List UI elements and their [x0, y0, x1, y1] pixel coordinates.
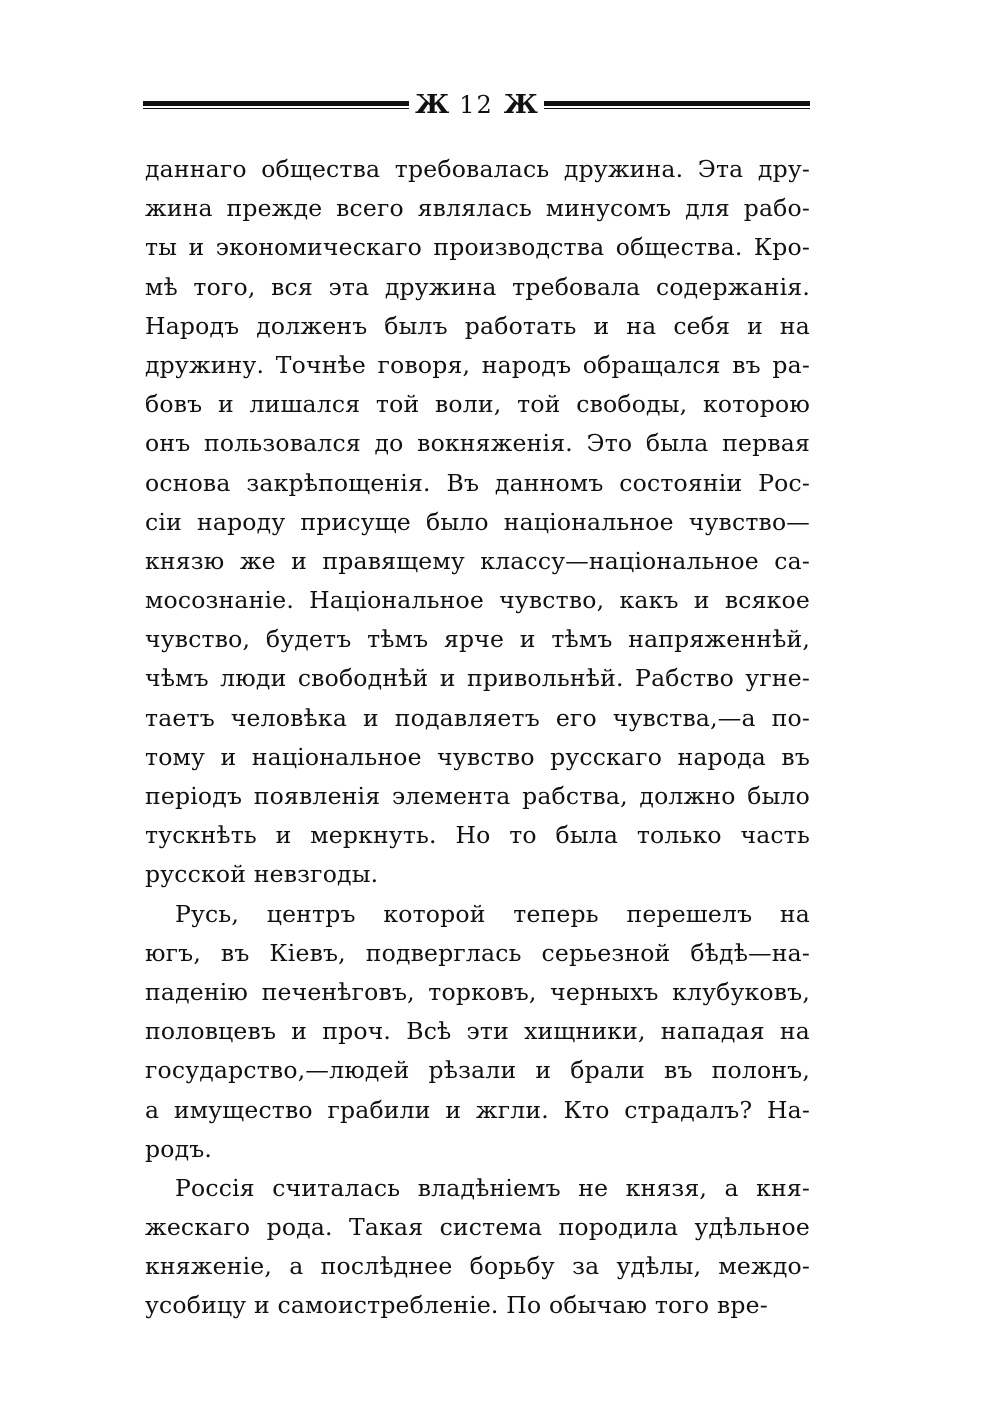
text-line: Народъ долженъ былъ работать и на себя и на — [145, 311, 810, 340]
paragraph — [145, 150, 810, 895]
text-line: сіи народу присуще было національное чувство— — [145, 507, 810, 536]
text-line: основа закрѣпощенія. Въ данномъ состояніи Рос- — [145, 468, 810, 497]
header-rule-left — [143, 101, 409, 110]
page-number: 12 — [459, 91, 494, 119]
text-line: а имущество грабили и жгли. Кто страдалъ? На- — [145, 1095, 810, 1124]
text-line: усобицу и самоистребленіе. По обычаю того вре- — [145, 1291, 768, 1320]
paragraph — [145, 1169, 810, 1326]
text-line: жина прежде всего являлась минусомъ для рабо- — [145, 194, 810, 223]
body-text — [145, 150, 810, 1326]
text-line: жескаго рода. Такая система породила удѣльное — [145, 1213, 810, 1242]
text-line: чѣмъ люди свободнѣй и привольнѣй. Рабство угне- — [145, 664, 810, 693]
text-line: паденію печенѣговъ, торковъ, черныхъ клубуковъ, — [145, 977, 810, 1006]
text-line: княженіе, а послѣднее борьбу за удѣлы, междо- — [145, 1252, 810, 1281]
text-line: тускнѣть и меркнуть. Но то была только часть — [145, 821, 810, 850]
page-header — [143, 90, 810, 120]
paragraph — [145, 895, 810, 1169]
text-line: чувство, будетъ тѣмъ ярче и тѣмъ напряженнѣй, — [145, 625, 810, 654]
text-line: бовъ и лишался той воли, той свободы, которою — [145, 390, 810, 419]
ornament-right-icon: Ж — [503, 90, 538, 120]
text-line: родъ. — [145, 1134, 213, 1163]
text-line: ты и экономическаго производства общества. Кро- — [145, 233, 810, 262]
text-line: тому и національное чувство русскаго народа въ — [145, 742, 810, 771]
text-line: дружину. Точнѣе говоря, народъ обращался въ ра- — [145, 350, 810, 379]
text-line: русской невзгоды. — [145, 860, 379, 889]
text-line: князю же и правящему классу—національное са- — [145, 546, 810, 575]
header-rule-right — [544, 101, 810, 110]
text-line: даннаго общества требовалась дружина. Эта дру- — [145, 155, 810, 183]
text-line: таетъ человѣка и подавляетъ его чувства,—а по- — [145, 703, 810, 732]
text-line: онъ пользовался до вокняженія. Это была первая — [145, 429, 810, 458]
text-line: государство,—людей рѣзали и брали въ полонъ, — [145, 1056, 810, 1085]
text-line: мѣ того, вся эта дружина требовала содержанія. — [145, 272, 810, 301]
text-line: Русь, центръ которой теперь перешелъ на — [175, 899, 810, 928]
text-line: мосознаніе. Національное чувство, какъ и всякое — [145, 586, 810, 615]
text-line: половцевъ и проч. Всѣ эти хищники, нападая на — [145, 1017, 810, 1046]
header-center — [409, 90, 544, 120]
text-line: югъ, въ Кіевъ, подверглась серьезной бѣдѣ—на- — [145, 938, 810, 967]
text-line: Россія считалась владѣніемъ не князя, а кня- — [175, 1173, 810, 1202]
text-line: періодъ появленія элемента рабства, должно было — [145, 782, 810, 810]
ornament-left-icon: Ж — [415, 90, 450, 120]
